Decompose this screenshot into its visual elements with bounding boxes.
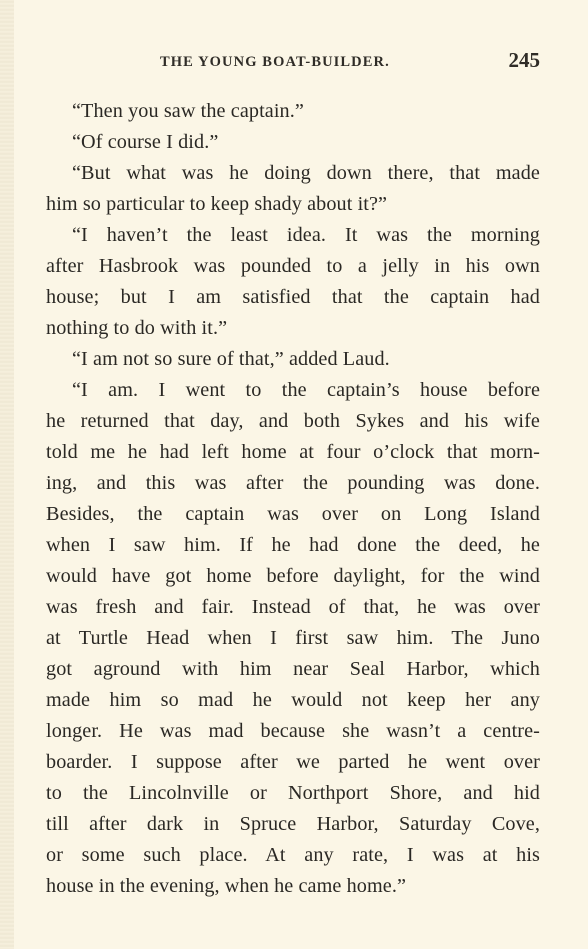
text-line: made him so mad he would not keep her any bbox=[46, 689, 540, 711]
text-line: nothing to do with it.” bbox=[46, 317, 228, 339]
text-line: got aground with him near Seal Harbor, which bbox=[46, 658, 540, 680]
text-line: “Of course I did.” bbox=[72, 131, 219, 153]
text-line: longer. He was mad because she wasn’t a centre- bbox=[46, 720, 540, 742]
text-line: at Turtle Head when I first saw him. The Juno bbox=[46, 627, 540, 649]
page-number: 245 bbox=[508, 48, 540, 72]
text-line: till after dark in Spruce Harbor, Saturday Cove, bbox=[46, 813, 540, 835]
text-line: “I am not so sure of that,” added Laud. bbox=[72, 348, 390, 370]
text-line: would have got home before daylight, for the wind bbox=[46, 565, 540, 587]
text-line: told me he had left home at four o’clock that morn- bbox=[46, 441, 540, 463]
text-line: to the Lincolnville or Northport Shore, and hid bbox=[46, 782, 540, 804]
running-title: THE YOUNG BOAT-BUILDER. bbox=[160, 54, 390, 70]
text-line: house in the evening, when he came home.” bbox=[46, 875, 407, 897]
text-line: Besides, the captain was over on Long Island bbox=[46, 503, 540, 525]
page-gutter-edge bbox=[0, 0, 14, 949]
text-line: house; but I am satisfied that the captain had bbox=[46, 286, 540, 308]
text-line: ing, and this was after the pounding was done. bbox=[46, 472, 540, 494]
text-line: boarder. I suppose after we parted he went over bbox=[46, 751, 540, 773]
text-line: “I haven’t the least idea. It was the morning bbox=[72, 224, 540, 246]
body-text bbox=[46, 96, 540, 902]
text-line: him so particular to keep shady about it?” bbox=[46, 193, 388, 215]
text-line: was fresh and fair. Instead of that, he was over bbox=[46, 596, 540, 618]
text-line: “I am. I went to the captain’s house before bbox=[72, 379, 540, 401]
text-line: “But what was he doing down there, that made bbox=[72, 162, 540, 184]
text-line: when I saw him. If he had done the deed, he bbox=[46, 534, 540, 556]
text-line: he returned that day, and both Sykes and his wife bbox=[46, 410, 540, 432]
text-line: or some such place. At any rate, I was at his bbox=[46, 844, 540, 866]
page-header bbox=[46, 48, 540, 78]
text-line: “Then you saw the captain.” bbox=[72, 100, 304, 122]
text-line: after Hasbrook was pounded to a jelly in his own bbox=[46, 255, 540, 277]
